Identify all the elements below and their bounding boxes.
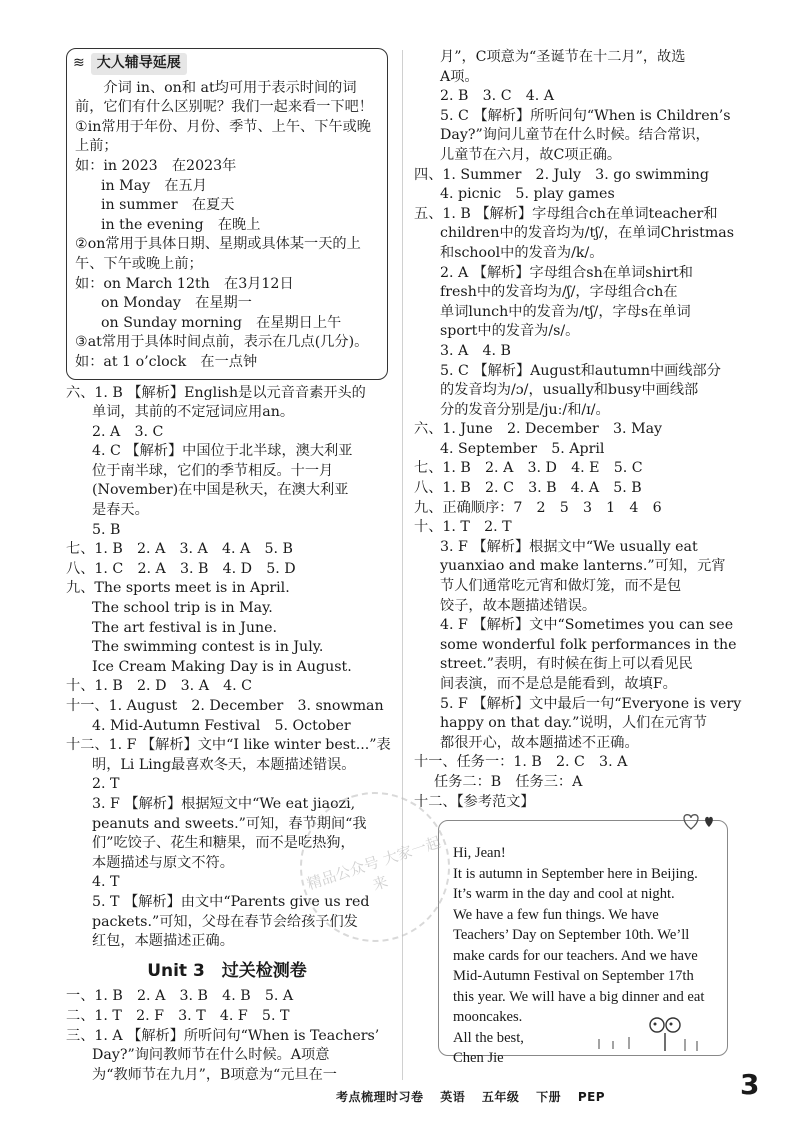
answer-line: The art festival is in June. (92, 619, 278, 636)
tip-line: 如：in 2023 在2023年 (75, 157, 237, 174)
wave-icon: ≋ (73, 55, 85, 71)
answer-line: 十一、1. August 2. December 3. snowman (66, 698, 384, 714)
answer-line: 4. picnic 5. play games (440, 186, 615, 203)
answer-line: 都很开心，故本题描述不正确。 (440, 734, 639, 751)
letter-line: We have a few fun things. We have Teachers’ Day on September 10th. We’ll make cards for our teachers. And we have Mid-Autumn Festival on September 17th this year. We will have a big dinner and eat mooncakes. (453, 906, 705, 1026)
answer-line: 儿童节在六月，故C项正确。 (440, 146, 622, 163)
tip-line: 如：at 1 o’clock 在一点钟 (75, 353, 258, 370)
answer-line: 单词，其前的不定冠词应用an。 (92, 404, 295, 421)
answer-line: 八、1. B 2. C 3. B 4. A 5. B (414, 480, 642, 497)
tip-line: in the evening 在晚上 (101, 216, 261, 233)
answer-line: happy on that day.”说明，人们在元宵节 (440, 715, 708, 732)
letter-line: It is autumn in September here in Beijing. (453, 865, 698, 882)
answer-line: 红包，本题描述正确。 (92, 933, 234, 950)
answer-line: 六、1. B 【解析】English是以元音音素开头的 (66, 384, 366, 401)
answer-line: fresh中的发音均为/ʃ/，字母组合ch在 (440, 284, 678, 301)
answer-line: 本题描述与原文不符。 (92, 854, 234, 871)
tip-line: ①in常用于年份、月份、季节、上午、下午或晚上前； (75, 118, 371, 155)
answer-line: 节人们通常吃元宵和做灯笼，而不是包 (440, 578, 682, 595)
answer-line: 九、正确顺序：7 2 5 3 1 4 6 (414, 499, 662, 516)
answer-line: 4. Mid-Autumn Festival 5. October (92, 717, 351, 734)
answer-line: 和school中的发音为/k/。 (440, 244, 604, 261)
tip-box (66, 48, 388, 380)
tip-line: 介词 in、on和 at均可用于表示时间的词前，它们有什么区别呢？我们一起来看一下吧！ (75, 79, 373, 116)
answer-line: 任务二：B 任务三：A (434, 773, 583, 790)
answer-line: 明，Li Ling最喜欢冬天，本题描述错误。 (92, 756, 356, 773)
answer-line: some wonderful folk performances in the (440, 636, 737, 653)
answer-line: 2. A 【解析】字母组合sh在单词shirt和 (440, 264, 693, 281)
answer-line: 月”，C项意为“圣诞节在十二月”，故选 (440, 49, 686, 65)
answer-line: 七、1. B 2. A 3. D 4. E 5. C (414, 460, 643, 477)
answer-line: 分的发音分别是/juː/和/ɪ/。 (440, 401, 610, 418)
answer-line: 四、1. Summer 2. July 3. go swimming (414, 166, 709, 183)
tip-line: in May 在五月 (101, 177, 207, 194)
answer-line: 六、1. June 2. December 3. May (414, 421, 663, 438)
footer-grade: 五年级 (481, 1090, 520, 1104)
answer-line: Ice Cream Making Day is in August. (92, 658, 352, 675)
heart-decoration-icon (679, 809, 719, 833)
letter-closing: All the best, (453, 1029, 524, 1046)
answer-line: Day?”询问儿童节在什么时候。结合常识， (440, 127, 710, 144)
answer-line: 4. T (92, 874, 120, 891)
answer-line: (November)在中国是秋天，在澳大利亚 (92, 482, 349, 499)
answer-line: sport中的发音为/s/。 (440, 323, 580, 340)
answer-line: A项。 (440, 68, 479, 85)
answer-line: street.”表明，有时候在街上可以看见民 (440, 656, 693, 673)
answer-line: 二、1. T 2. F 3. T 4. F 5. T (66, 1007, 290, 1024)
answer-line: 五、1. B 【解析】字母组合ch在单词teacher和 (414, 205, 718, 222)
answer-line: 九、The sports meet is in April. (66, 580, 290, 597)
answer-line: 4. September 5. April (440, 440, 605, 457)
answer-line: 饺子，故本题描述错误。 (440, 597, 597, 614)
answer-line: 十一、任务一：1. B 2. C 3. A (414, 754, 628, 771)
answer-line: 5. T 【解析】由文中“Parents give us red (92, 893, 370, 910)
answer-line: The school trip is in May. (92, 600, 273, 617)
answer-line: 十、1. B 2. D 3. A 4. C (66, 678, 253, 695)
answer-line: 4. C 【解析】中国位于北半球，澳大利亚 (92, 443, 353, 460)
answer-line: 3. A 4. B (440, 342, 511, 359)
tip-line: on Sunday morning 在星期日上午 (101, 314, 342, 331)
sprout-decoration-icon (589, 1009, 709, 1053)
answer-line: 3. F 【解析】根据文中“We usually eat (440, 538, 698, 555)
unit-title: Unit 3 过关检测卷 (147, 960, 307, 981)
answer-line: 十二、1. F 【解析】文中“I like winter best...”表 (66, 737, 391, 754)
answer-line: 5. B (92, 521, 121, 538)
answer-line: 是春天。 (92, 502, 149, 519)
answer-line: peanuts and sweets.”可知，春节期间“我 (92, 815, 367, 832)
answer-line: 3. F 【解析】根据短文中“We eat jiaozi, (92, 795, 356, 812)
letter-greeting: Hi, Jean! (453, 845, 506, 862)
page-footer (336, 1088, 617, 1105)
answer-line: The swimming contest is in July. (92, 639, 324, 656)
footer-edition: PEP (577, 1090, 606, 1104)
tip-line: ③at常用于具体时间点前，表示在几点(几分)。 (75, 334, 369, 351)
answer-line: yuanxiao and make lanterns.”可知，元宵 (440, 558, 726, 575)
sample-letter (438, 820, 728, 1067)
answer-line: children中的发音均为/tʃ/，在单词Christmas (440, 225, 735, 242)
tip-line: on Monday 在星期一 (101, 295, 252, 312)
answer-line: 为“教师节在九月”，B项意为“元旦在一 (92, 1066, 337, 1083)
answer-line: 5. F 【解析】文中最后一句“Everyone is very (440, 695, 742, 712)
answer-line: 2. A 3. C (92, 423, 164, 440)
right-column (414, 48, 742, 1067)
footer-volume: 下册 (536, 1090, 562, 1104)
tip-line: ②on常用于具体日期、星期或具体某一天的上午、下午或晚上前； (75, 236, 361, 272)
page-number: 3 (740, 1068, 760, 1101)
answer-line: Day?”询问教师节在什么时候。A项意 (92, 1047, 330, 1064)
watermark-stamp: 精品公众号 大家一起来 (280, 772, 469, 961)
answer-line: 十、1. T 2. T (414, 519, 512, 536)
answer-line: 们”吃饺子、花生和糖果，而不是吃热狗， (92, 835, 355, 852)
tip-title: 大人辅导延展 (91, 53, 187, 75)
answer-line: 三、1. A 【解析】所听问句“When is Teachers’ (66, 1027, 380, 1044)
answer-line: 位于南半球，它们的季节相反。十一月 (92, 462, 334, 479)
answer-line: 单词lunch中的发音为/tʃ/，字母s在单词 (440, 303, 691, 320)
answer-line: 2. B 3. C 4. A (440, 88, 555, 105)
tip-line: 如：on March 12th 在3月12日 (75, 275, 294, 292)
footer-series: 考点梳理时习卷 (336, 1090, 424, 1104)
answer-line: 十二、【参考范文】 (414, 793, 535, 810)
answer-line: 的发音均为/ɔ/，usually和busy中画线部 (440, 382, 699, 399)
answer-line: 5. C 【解析】August和autumn中画线部分 (440, 362, 721, 379)
footer-subject: 英语 (440, 1090, 466, 1104)
letter-line: It’s warm in the day and cool at night. (453, 886, 675, 903)
answer-line: 间表演，而不是总是能看到，故填F。 (440, 676, 677, 692)
answer-line: packets.”可知，父母在春节会给孩子们发 (92, 913, 358, 930)
answer-line: 5. C 【解析】所听问句“When is Children’s (440, 107, 731, 124)
answer-line: 4. F 【解析】文中“Sometimes you can see (440, 617, 734, 634)
answer-line: 一、1. B 2. A 3. B 4. B 5. A (66, 988, 294, 1005)
tip-line: in summer 在夏天 (101, 197, 235, 214)
letter-signature: Chen Jie (453, 1050, 504, 1067)
answer-line: 八、1. C 2. A 3. B 4. D 5. D (66, 560, 296, 577)
answer-line: 2. T (92, 776, 120, 793)
answer-line: 七、1. B 2. A 3. A 4. A 5. B (66, 541, 293, 558)
tip-header (73, 53, 379, 75)
